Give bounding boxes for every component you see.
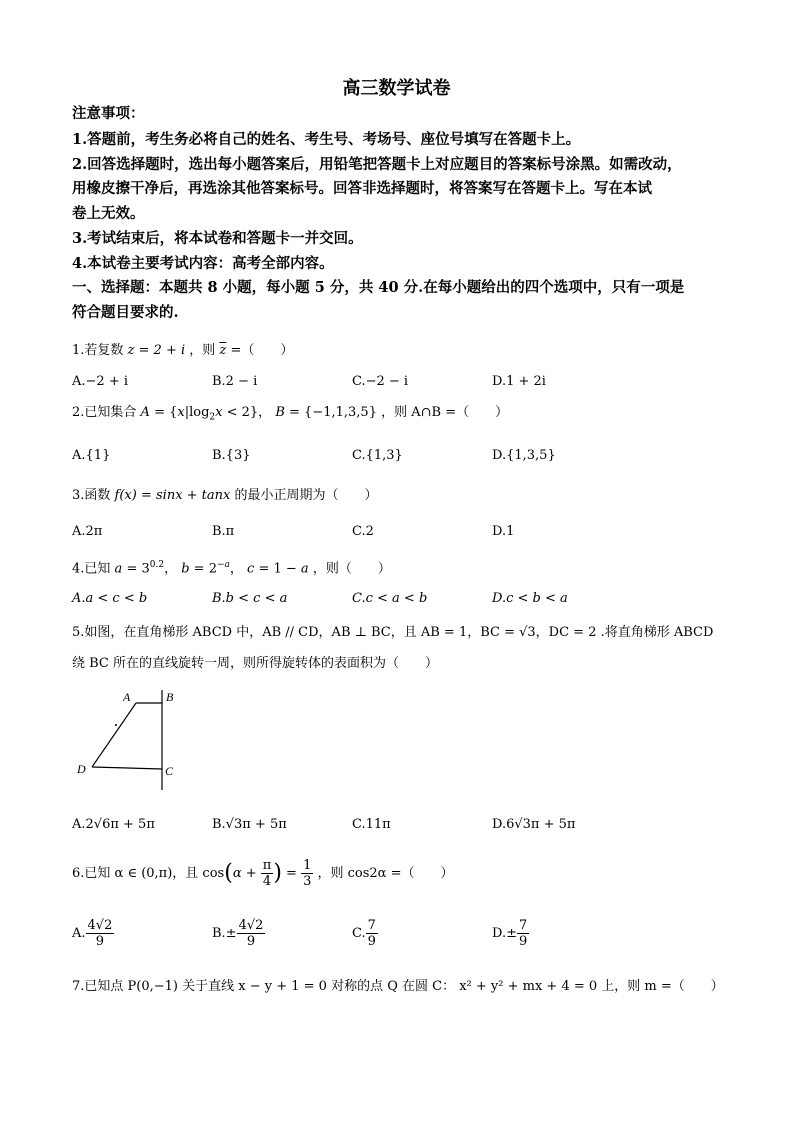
notice-item-3: 3.考试结束后，将本试卷和答题卡一并交回。 bbox=[72, 230, 363, 247]
q6-option-d[interactable]: D.± $\frac{7}{9}$ bbox=[492, 918, 528, 949]
q5-option-c[interactable]: C.11π bbox=[352, 817, 391, 832]
notice-item-2: 2.回答选择题时，选出每小题答案后，用铅笔把答题卡上对应题目的答案标号涂黑。如需改动， bbox=[72, 156, 682, 173]
q4-option-c[interactable]: C.c < a < b bbox=[352, 591, 428, 606]
label-d: D bbox=[77, 762, 86, 776]
q2-option-a[interactable]: A.{1} bbox=[72, 448, 111, 463]
q4-option-b[interactable]: B.b < c < a bbox=[212, 591, 288, 606]
section-heading: 一、选择题：本题共 8 小题，每小题 5 分，共 40 分.在每小题给出的四个选项中，只有一项是 bbox=[72, 279, 685, 296]
q1-option-d[interactable]: D.1 + 2i bbox=[492, 374, 546, 389]
q5-option-a[interactable]: A.2√6π + 5π bbox=[72, 817, 155, 832]
q3-option-c[interactable]: C.2 bbox=[352, 524, 374, 539]
question-5: 5.如图，在直角梯形 ABCD 中，AB // CD，AB ⊥ BC，且 AB = 1，BC = √3，DC = 2 .将直角梯形 ABCD bbox=[72, 625, 714, 640]
label-b: B bbox=[166, 690, 174, 704]
q4-option-a[interactable]: A.a < c < b bbox=[72, 591, 148, 606]
q6-option-b[interactable]: B.± $\frac{4√2}{9}$ bbox=[212, 918, 264, 949]
q1-option-a[interactable]: A.−2 + i bbox=[72, 374, 128, 389]
q6-option-c[interactable]: C. $\frac{7}{9}$ bbox=[352, 918, 376, 949]
q2-option-b[interactable]: B.{3} bbox=[212, 448, 251, 463]
notice-item-1: 1.答题前，考生务必将自己的姓名、考生号、考场号、座位号填写在答题卡上。 bbox=[72, 131, 581, 148]
trapezoid-figure bbox=[70, 685, 200, 795]
question-1: 1.若复数 z = 2 + i ，则 $\overline{z}$ =（ ） bbox=[72, 343, 294, 358]
q3-option-d[interactable]: D.1 bbox=[492, 524, 515, 539]
question-3: 3.函数 f(x) = sinx + tanx 的最小正周期为（ ） bbox=[72, 488, 378, 503]
notice-item-2-end: 卷上无效。 bbox=[72, 205, 145, 222]
q5-option-b[interactable]: B.√3π + 5π bbox=[212, 817, 287, 832]
q6-option-a[interactable]: A. $\frac{4√2}{9}$ bbox=[72, 918, 113, 949]
q3-option-b[interactable]: B.π bbox=[212, 524, 235, 539]
page-title: 高三数学试卷 bbox=[342, 78, 451, 99]
question-2: 2.已知集合 $A = \{x|\log_2x < 2\}$， B = {−1,1,3,5} ，则 A∩B =（ ） bbox=[72, 405, 509, 423]
label-c: C bbox=[165, 764, 174, 778]
q4-option-d[interactable]: D.c < b < a bbox=[492, 591, 568, 606]
q3-option-a[interactable]: A.2π bbox=[72, 524, 103, 539]
section-heading-cont: 符合题目要求的. bbox=[72, 304, 179, 321]
q1-option-b[interactable]: B.2 − i bbox=[212, 374, 258, 389]
question-7: 7.已知点 P(0,−1) 关于直线 x − y + 1 = 0 对称的点 Q 在圆 C： x² + y² + mx + 4 = 0 上，则 m =（ ） bbox=[72, 979, 724, 994]
label-a: A bbox=[123, 690, 131, 704]
question-4: 4.已知 $a = 3^{0.2}$， $b = 2^{-a}$， c = 1 − a ，则（ ） bbox=[72, 560, 391, 577]
q5-option-d[interactable]: D.6√3π + 5π bbox=[492, 817, 576, 832]
notice-item-2-cont: 用橡皮擦干净后，再选涂其他答案标号。回答非选择题时，将答案写在答题卡上。写在本试 bbox=[72, 180, 652, 197]
notice-heading: 注意事项： bbox=[72, 105, 145, 122]
q1-option-c[interactable]: C.−2 − i bbox=[352, 374, 409, 389]
q2-option-d[interactable]: D.{1,3,5} bbox=[492, 448, 556, 463]
question-6: 6.已知 α ∈ (0,π)，且 cos(α + $\frac{\pi}{4}$ ) = $\frac{1}{3}$ ，则 cos2α =（ ） bbox=[72, 858, 454, 889]
q2-option-c[interactable]: C.{1,3} bbox=[352, 448, 403, 463]
notice-item-4: 4.本试卷主要考试内容：高考全部内容。 bbox=[72, 255, 334, 272]
question-5-cont: 绕 BC 所在的直线旋转一周，则所得旋转体的表面积为（ ） bbox=[72, 656, 439, 671]
